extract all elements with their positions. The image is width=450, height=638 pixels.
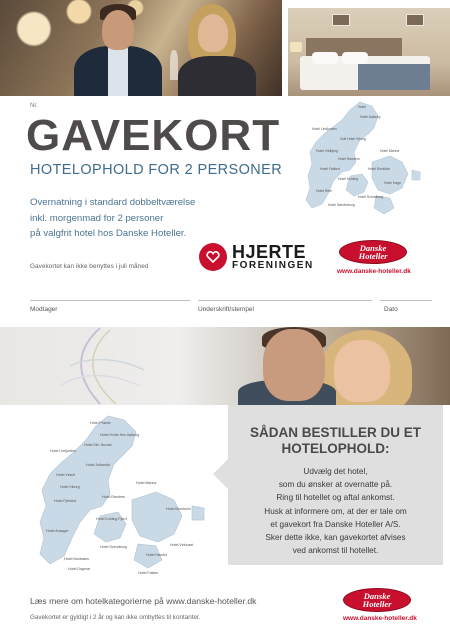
signature-label: Underskrift/stempel — [198, 306, 254, 313]
svg-text:Golf Hotel Viborg: Golf Hotel Viborg — [340, 137, 366, 141]
map-label: Hotel Dagmar — [68, 567, 91, 571]
validity-text: Gavekortet er gyldigt i 2 år og kan ikke ombyttes til kontanter. — [30, 614, 201, 621]
hjerteforeningen-logo — [199, 243, 319, 273]
instructions-body — [234, 465, 437, 557]
instructions-title-line: SÅDAN BESTILLER DU ET — [249, 425, 421, 440]
subtitle: HOTELOPHOLD FOR 2 PERSONER — [30, 162, 283, 178]
svg-text:Hotel Falsled: Hotel Falsled — [320, 167, 340, 171]
foreningen-wordmark: FORENINGEN — [232, 260, 314, 271]
map-label: Hotel Svendborg — [100, 545, 127, 549]
svg-text:Hotel Aalborg: Hotel Aalborg — [360, 115, 381, 119]
map-label: Hotel Limfjorden — [50, 449, 77, 453]
photo-couple — [263, 329, 325, 401]
instructions-line: ved ankomst til hotellet. — [292, 546, 379, 556]
logo-url[interactable]: www.danske-hoteller.dk — [343, 615, 417, 622]
date-label: Dato — [384, 306, 398, 313]
denmark-map-bottom — [28, 414, 218, 584]
map-label: Hotel Ansager — [46, 529, 69, 533]
photo-couple-dining — [0, 0, 282, 96]
logo-text-danske: Danske — [363, 591, 391, 601]
svg-text:Hotel Køge: Hotel Køge — [384, 181, 401, 185]
svg-text:Hotel: Hotel — [358, 105, 366, 109]
instructions-line: et gavekort fra Danske Hoteller A/S. — [270, 519, 401, 529]
map-label: Hotel Randers — [102, 495, 125, 499]
instructions-line: Husk at informere om, at der er tale om — [264, 506, 407, 516]
map-label: Hotel Marina — [136, 481, 157, 485]
map-label: Hotel Hamlet — [146, 553, 167, 557]
svg-text:Hotel Ribe: Hotel Ribe — [316, 189, 332, 193]
map-label: Hotel Kolding Fjord — [96, 517, 127, 521]
svg-text:Hotel Vildbjerg: Hotel Vildbjerg — [316, 149, 338, 153]
map-label: Hotel Fjelsted — [54, 499, 76, 503]
recipient-label: Modtager — [30, 306, 58, 313]
svg-text:Hotel Kolding: Hotel Kolding — [338, 177, 359, 181]
description — [30, 195, 195, 242]
logo-text-hoteller: Hoteller — [362, 599, 392, 609]
map-label: Hotel Hvide Hus Aalborg — [100, 433, 140, 437]
panel-arrow — [213, 458, 229, 490]
number-label: Nr. — [30, 103, 38, 109]
logo-url[interactable]: www.danske-hoteller.dk — [337, 268, 411, 275]
denmark-map-top — [298, 100, 428, 222]
logo-text-danske: Danske — [359, 243, 387, 253]
svg-text:Hotel Sønderborg: Hotel Sønderborg — [328, 203, 355, 207]
logo-text-hoteller: Hoteller — [358, 251, 388, 261]
svg-text:Hotel Marina: Hotel Marina — [380, 149, 400, 153]
map-label: Hotel Phønix — [90, 421, 111, 425]
decorative-swirl — [40, 326, 150, 406]
booking-instructions-panel — [228, 405, 443, 565]
heart-icon — [199, 243, 227, 271]
recipient-line[interactable] — [30, 300, 190, 301]
instructions-line: som du ønsker at overnatte på. — [278, 480, 393, 490]
instructions-title-line: HOTELOPHOLD: — [281, 441, 390, 456]
svg-text:Hotel Limfjorden: Hotel Limfjorden — [312, 127, 337, 131]
svg-text:Hotel Roskilde: Hotel Roskilde — [368, 167, 390, 171]
map-label: Hotel Vinhuset — [170, 543, 194, 547]
svg-text:Hotel Randers: Hotel Randers — [338, 157, 360, 161]
map-label: Hotel Skt. Nicolai — [84, 443, 112, 447]
description-line: Overnatning i standard dobbeltværelse — [30, 197, 196, 208]
page-title: GAVEKORT — [26, 111, 281, 160]
instructions-line: Sker dette ikke, kan gavekortet afvises — [265, 533, 406, 543]
map-label: Hotel Jutlandia — [86, 463, 110, 467]
danske-hoteller-logo-top — [339, 240, 411, 278]
instructions-line: Ring til hotellet og aftal ankomst. — [276, 493, 395, 503]
map-label: Hotel Bornholm — [166, 507, 191, 511]
photo-hotel-room — [288, 8, 450, 96]
july-notice: Gavekortet kan ikke benyttes i juli måned — [30, 263, 149, 270]
signature-line[interactable] — [198, 300, 372, 301]
instructions-title — [228, 425, 443, 457]
map-label: Hotel Vinkel — [56, 473, 76, 477]
hjerte-wordmark: HJERTE — [232, 242, 307, 262]
map-label: Hotel Nordsøen — [64, 557, 90, 561]
description-line: inkl. morgenmad for 2 personer — [30, 212, 164, 224]
map-label: Hotel Viborg — [60, 485, 80, 489]
instructions-line: Udvælg det hotel, — [303, 467, 368, 476]
map-label: Hotel Falster — [138, 571, 159, 575]
read-more-text: Læs mere om hotelkategorierne på www.danske-hoteller.dk — [30, 596, 257, 606]
description-line: på valgfrit hotel hos Danske Hoteller. — [30, 228, 187, 239]
date-line[interactable] — [380, 300, 432, 301]
svg-text:Hotel Svendborg: Hotel Svendborg — [358, 195, 384, 199]
danske-hoteller-logo-bottom — [343, 588, 415, 624]
